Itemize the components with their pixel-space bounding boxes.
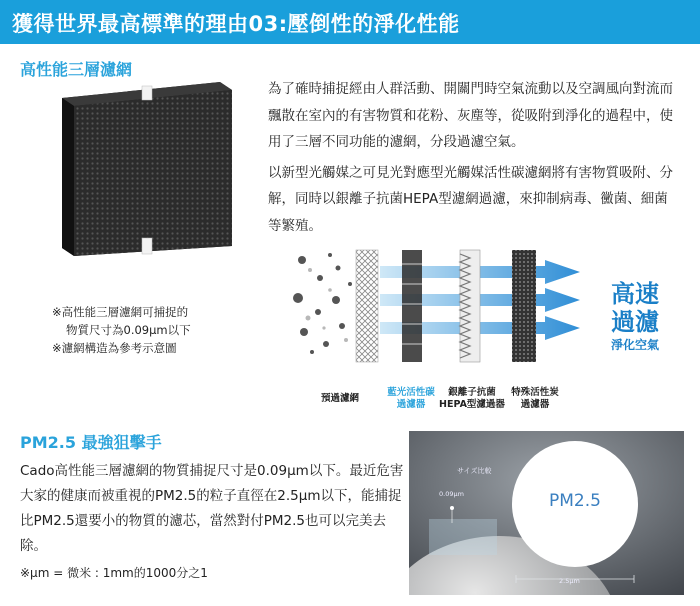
pm-note: ※μm = 微米 : 1mm的1000分之1 — [20, 566, 208, 580]
note-line-1: ※高性能三層濾網可捕捉的 — [52, 305, 189, 319]
filter-image — [50, 76, 250, 261]
label-photocatalyst — [378, 387, 444, 411]
result-label — [600, 280, 670, 354]
filter-notes — [52, 303, 191, 357]
label-hepa-line-2: HEPA型濾過器 — [439, 399, 505, 410]
page-title: 獲得世界最高標準的理由03:壓倒性的淨化性能 — [12, 12, 460, 36]
label-carbon — [500, 387, 570, 411]
filter-layers-diagram — [290, 240, 610, 380]
pm25-circle-label: PM2.5 — [549, 491, 601, 511]
carbon-layer — [512, 250, 536, 362]
dust-particles — [293, 253, 352, 354]
size-comparison-image — [409, 431, 684, 595]
pm-description: Cado高性能三層濾網的物質捕捉尺寸是0.09μm以下。最近危害大家的健康而被重視的PM2.5的粒子直徑在2.5μm以下，能捕捉比PM2.5還要小的物質的濾芯，當然對付PM2.5也可以完美去除。 — [20, 463, 404, 554]
pre-filter-layer — [356, 250, 378, 362]
result-line-1: 高速 — [611, 280, 659, 308]
small-particle-label: 0.09μm — [439, 490, 464, 498]
label-hepa — [437, 387, 507, 411]
label-carbon-line-1: 特殊活性炭 — [511, 387, 559, 398]
filter-paragraph-2: 以新型光觸媒之可見光對應型光觸媒活性碳濾網將有害物質吸附、分解，同時以銀離子抗菌HEPA型濾網過濾，來抑制病毒、黴菌、細菌等繁殖。 — [268, 164, 673, 234]
label-photocatalyst-line-1: 藍光活性碳 — [387, 387, 435, 398]
result-line-3: 淨化空氣 — [610, 338, 659, 352]
filter-section-title: 高性能三層濾網 — [20, 60, 133, 79]
label-pre-filter: 預過濾網 — [320, 393, 359, 404]
label-carbon-line-2: 過濾器 — [520, 399, 550, 410]
photocatalyst-layer — [402, 250, 422, 362]
pm-section-title: PM2.5 最強狙擊手 — [20, 433, 162, 452]
note-line-3: ※濾網構造為參考示意圖 — [52, 341, 177, 355]
label-photocatalyst-line-2: 過濾器 — [396, 399, 426, 410]
size-compare-title: サイズ比較 — [457, 467, 492, 475]
label-hepa-line-1: 銀離子抗菌 — [448, 387, 496, 398]
filter-description — [268, 76, 680, 243]
note-line-2: 物質尺寸為0.09μm以下 — [66, 323, 191, 337]
scale-label: 2.5μm — [559, 577, 580, 585]
filter-paragraph-1: 為了確時捕捉經由人群活動、開關門時空氣流動以及空調風向對流而飄散在室內的有害物質和花粉、灰塵等，從吸附到淨化的過程中，使用了三層不同功能的濾網，分段過濾空氣。 — [268, 81, 673, 150]
header-banner — [0, 0, 700, 44]
result-line-2: 過濾 — [611, 308, 659, 336]
